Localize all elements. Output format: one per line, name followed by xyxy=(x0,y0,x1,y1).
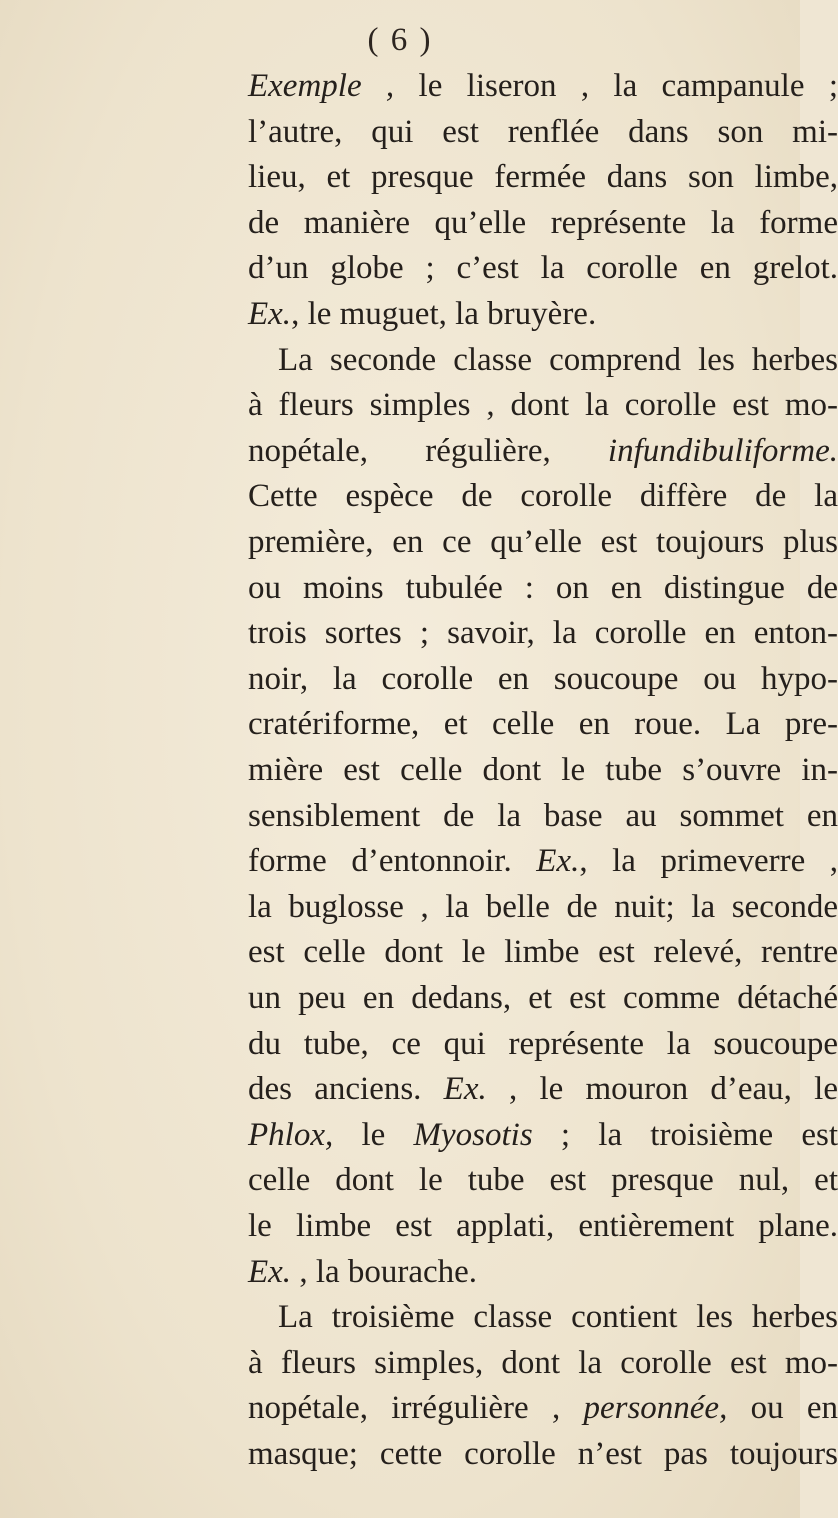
text-line xyxy=(248,294,838,334)
text-run: forme d’entonnoir. xyxy=(248,843,537,880)
text-run: La seconde classe comprend les herbes xyxy=(278,341,838,378)
text-line xyxy=(248,613,838,653)
text-run: première, en ce qu’elle est toujours plus xyxy=(248,524,838,560)
text-line xyxy=(248,1343,838,1383)
text-run: l’autre, qui est renflée dans son mi- xyxy=(248,113,838,150)
italic-text: Ex. xyxy=(443,1071,487,1108)
text-line xyxy=(248,704,838,744)
text-line xyxy=(248,659,838,699)
italic-text: Ex. xyxy=(536,843,580,880)
text-line xyxy=(248,841,838,881)
text-line xyxy=(248,1434,838,1474)
text-run: sensiblement de la base au sommet en xyxy=(248,797,838,834)
text-line xyxy=(248,750,838,790)
text-line xyxy=(248,112,838,152)
text-line xyxy=(248,1069,838,1109)
text-line xyxy=(248,157,838,197)
italic-text: Ex. xyxy=(248,296,292,332)
text-line xyxy=(248,887,838,927)
text-line xyxy=(248,1252,838,1292)
text-line xyxy=(248,978,838,1018)
text-line xyxy=(278,340,838,380)
text-run: d’un globe ; c’est la corolle en grelot. xyxy=(248,250,838,287)
text-run: le limbe est applati, entièrement plane. xyxy=(248,1208,838,1244)
italic-text: Myosotis xyxy=(413,1116,533,1153)
text-run: ou en xyxy=(727,1390,838,1427)
text-line xyxy=(248,796,838,836)
page-number: ( 6 ) xyxy=(367,22,433,58)
text-line xyxy=(278,1297,838,1337)
text-run: est celle dont le limbe est relevé, rentre xyxy=(248,934,838,971)
text-run: nopétale, irrégulière , xyxy=(248,1390,584,1427)
text-line xyxy=(248,932,838,972)
text-line xyxy=(248,1115,838,1155)
text-line xyxy=(248,476,838,516)
text-run: La troisième classe contient les herbes xyxy=(278,1299,838,1336)
text-line xyxy=(248,248,838,288)
text-run: lieu, et presque fermée dans son limbe, xyxy=(248,159,838,196)
text-run: un peu en dedans, et est comme détaché xyxy=(248,980,838,1016)
text-run: , le muguet, la bruyère. xyxy=(291,296,597,332)
italic-text: personnée, xyxy=(583,1390,728,1427)
text-run: du tube, ce qui représente la soucoupe xyxy=(248,1025,838,1062)
text-run: de manière qu’elle représente la forme xyxy=(248,204,838,241)
text-run: à fleurs simples, dont la corolle est mo- xyxy=(248,1344,838,1381)
text-run: ; la troisième est xyxy=(532,1116,838,1153)
text-run: , le mouron d’eau, le xyxy=(486,1071,838,1108)
text-line xyxy=(248,522,838,562)
text-run: des anciens. xyxy=(248,1071,444,1108)
text-run: à fleurs simples , dont la corolle est mo- xyxy=(248,387,838,424)
text-run: la buglosse , la belle de nuit; la seconde xyxy=(248,888,838,925)
text-line xyxy=(248,1024,838,1064)
text-run: celle dont le tube est presque nul, et xyxy=(248,1162,838,1199)
text-line xyxy=(248,1388,838,1428)
italic-text: Ex. xyxy=(248,1253,292,1290)
text-run: le xyxy=(333,1116,414,1153)
text-run: , la primeverre , xyxy=(579,843,838,880)
text-line xyxy=(248,385,838,425)
text-line xyxy=(248,568,838,608)
text-run: le liseron , la campanule ; xyxy=(394,68,838,104)
text-run: trois sortes ; savoir, la corolle en enton- xyxy=(248,615,838,652)
text-line xyxy=(248,1206,838,1246)
text-run: Cette espèce de corolle diffère de la xyxy=(248,478,838,515)
text-line xyxy=(248,1160,838,1200)
text-run: noir, la corolle en soucoupe ou hypo- xyxy=(248,660,838,697)
text-run: , la bourache. xyxy=(291,1253,478,1290)
text-line xyxy=(248,66,838,106)
text-line xyxy=(248,203,838,243)
italic-text: Phlox, xyxy=(248,1116,334,1153)
text-line xyxy=(248,431,838,471)
text-run: masque; cette corolle n’est pas toujours xyxy=(248,1436,838,1472)
text-run: nopétale, régulière, xyxy=(248,432,608,469)
italic-text: infundibuliforme. xyxy=(607,432,838,469)
text-run: ou moins tubulée : on en distingue de xyxy=(248,569,838,606)
italic-text: Exemple , xyxy=(248,68,395,104)
text-run: mière est celle dont le tube s’ouvre in- xyxy=(248,752,838,788)
text-run: cratériforme, et celle en roue. La pre- xyxy=(248,706,838,743)
